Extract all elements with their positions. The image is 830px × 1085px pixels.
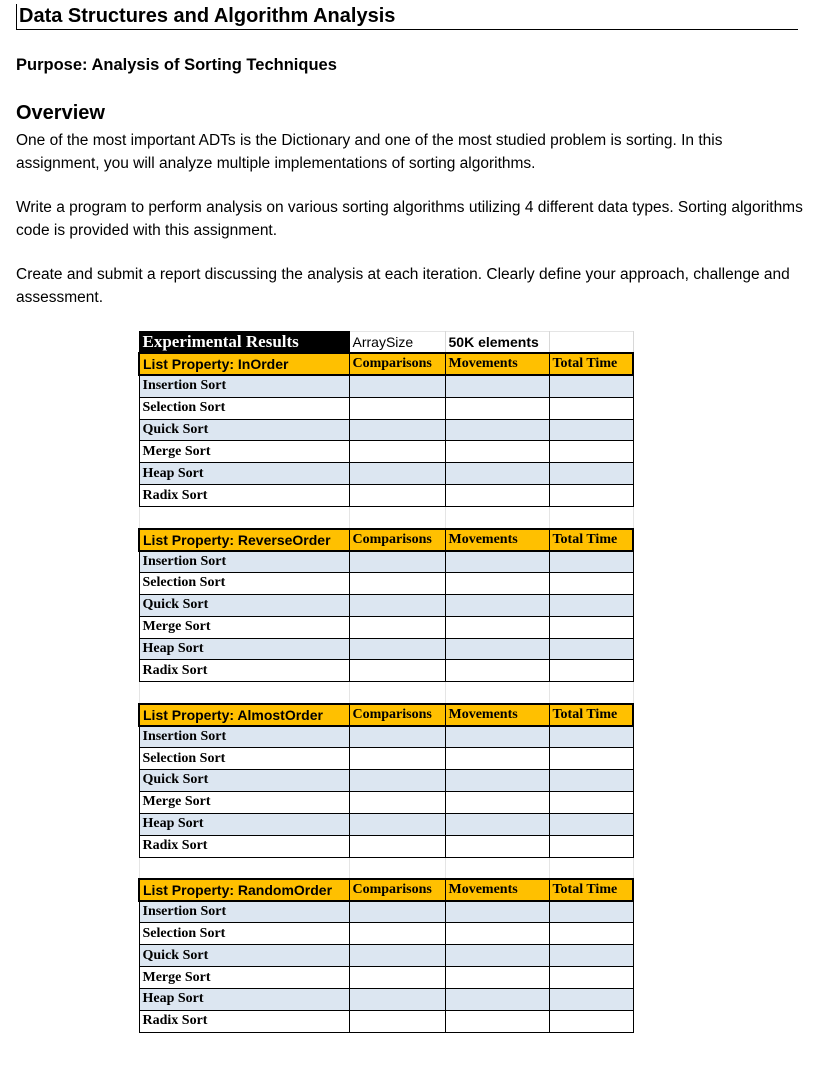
result-cell[interactable] — [549, 441, 633, 463]
result-cell[interactable] — [349, 813, 445, 835]
result-cell[interactable] — [549, 748, 633, 770]
result-cell[interactable] — [445, 463, 549, 485]
algorithm-name: Insertion Sort — [139, 375, 349, 397]
column-header-total-time: Total Time — [549, 879, 633, 901]
result-cell[interactable] — [549, 660, 633, 682]
spacer-cell — [349, 682, 445, 704]
result-cell[interactable] — [549, 463, 633, 485]
column-header-total-time: Total Time — [549, 704, 633, 726]
result-cell[interactable] — [349, 441, 445, 463]
table-row — [139, 791, 633, 813]
table-row — [139, 813, 633, 835]
algorithm-name: Merge Sort — [139, 967, 349, 989]
spacer-cell — [349, 857, 445, 879]
table-row — [139, 726, 633, 748]
column-header-comparisons: Comparisons — [349, 879, 445, 901]
result-cell[interactable] — [549, 375, 633, 397]
section-spacer — [139, 857, 633, 879]
algorithm-name: Insertion Sort — [139, 901, 349, 923]
result-cell[interactable] — [349, 923, 445, 945]
result-cell[interactable] — [349, 572, 445, 594]
result-cell[interactable] — [549, 791, 633, 813]
table-row — [139, 397, 633, 419]
result-cell[interactable] — [445, 572, 549, 594]
result-cell[interactable] — [349, 463, 445, 485]
result-cell[interactable] — [349, 616, 445, 638]
table-row — [139, 441, 633, 463]
column-header-movements: Movements — [445, 353, 549, 375]
result-cell[interactable] — [549, 616, 633, 638]
table-row — [139, 485, 633, 507]
result-cell[interactable] — [445, 660, 549, 682]
result-cell[interactable] — [445, 441, 549, 463]
table-row — [139, 1010, 633, 1032]
result-cell[interactable] — [349, 638, 445, 660]
result-cell[interactable] — [349, 967, 445, 989]
table-row — [139, 463, 633, 485]
column-header-comparisons: Comparisons — [349, 704, 445, 726]
list-property-label: List Property: ReverseOrder — [139, 529, 349, 551]
spacer-cell — [549, 507, 633, 529]
table-row — [139, 638, 633, 660]
result-cell[interactable] — [549, 835, 633, 857]
result-cell[interactable] — [445, 923, 549, 945]
table-title-row — [139, 332, 633, 354]
result-cell[interactable] — [445, 835, 549, 857]
result-cell[interactable] — [349, 660, 445, 682]
paragraph-report: Create and submit a report discussing the analysis at each iteration. Clearly define your approach, challenge and assessment. — [16, 266, 790, 306]
algorithm-name: Quick Sort — [139, 419, 349, 441]
result-cell[interactable] — [349, 485, 445, 507]
table-row — [139, 616, 633, 638]
result-cell[interactable] — [549, 770, 633, 792]
empty-cell — [549, 332, 633, 354]
table-row — [139, 923, 633, 945]
result-cell[interactable] — [445, 813, 549, 835]
result-cell[interactable] — [549, 1010, 633, 1032]
table-row — [139, 989, 633, 1011]
result-cell[interactable] — [549, 945, 633, 967]
table-row — [139, 375, 633, 397]
result-cell[interactable] — [549, 638, 633, 660]
algorithm-name: Radix Sort — [139, 660, 349, 682]
result-cell[interactable] — [445, 397, 549, 419]
result-cell[interactable] — [549, 901, 633, 923]
algorithm-name: Radix Sort — [139, 1010, 349, 1032]
table-row — [139, 901, 633, 923]
result-cell[interactable] — [349, 726, 445, 748]
result-cell[interactable] — [445, 638, 549, 660]
table-row — [139, 419, 633, 441]
list-property-label: List Property: InOrder — [139, 353, 349, 375]
result-cell[interactable] — [349, 551, 445, 573]
algorithm-name: Heap Sort — [139, 463, 349, 485]
result-cell[interactable] — [445, 419, 549, 441]
result-cell[interactable] — [349, 945, 445, 967]
column-header-movements: Movements — [445, 879, 549, 901]
array-size-label: ArraySize — [349, 332, 445, 354]
table-row — [139, 770, 633, 792]
section-header-row — [139, 353, 633, 375]
result-cell[interactable] — [349, 397, 445, 419]
table-title: Experimental Results — [139, 332, 349, 354]
spacer-cell — [139, 857, 349, 879]
algorithm-name: Insertion Sort — [139, 726, 349, 748]
list-property-label: List Property: RandomOrder — [139, 879, 349, 901]
result-cell[interactable] — [549, 397, 633, 419]
experimental-results-table — [138, 331, 634, 1033]
algorithm-name: Radix Sort — [139, 485, 349, 507]
column-header-comparisons: Comparisons — [349, 529, 445, 551]
result-cell[interactable] — [349, 748, 445, 770]
column-header-total-time: Total Time — [549, 529, 633, 551]
result-cell[interactable] — [349, 770, 445, 792]
result-cell[interactable] — [445, 770, 549, 792]
result-cell[interactable] — [549, 485, 633, 507]
result-cell[interactable] — [549, 419, 633, 441]
result-cell[interactable] — [349, 419, 445, 441]
column-header-movements: Movements — [445, 529, 549, 551]
paragraph-intro: One of the most important ADTs is the Dictionary and one of the most studied problem is sorting. In this assignment, you will analyze multiple implementations of sorting algorithms. — [16, 132, 723, 172]
table-row — [139, 835, 633, 857]
document-title: Data Structures and Algorithm Analysis — [16, 4, 798, 30]
result-cell[interactable] — [349, 835, 445, 857]
result-cell[interactable] — [349, 594, 445, 616]
result-cell[interactable] — [445, 485, 549, 507]
algorithm-name: Quick Sort — [139, 770, 349, 792]
result-cell[interactable] — [549, 594, 633, 616]
overview-heading: Overview — [16, 102, 105, 124]
column-header-total-time: Total Time — [549, 353, 633, 375]
result-cell[interactable] — [445, 616, 549, 638]
section-header-row — [139, 529, 633, 551]
result-cell[interactable] — [445, 967, 549, 989]
paragraph-program: Write a program to perform analysis on various sorting algorithms utilizing 4 different data types. Sorting algorithms code is provided with this assignment. — [16, 199, 803, 239]
result-cell[interactable] — [349, 989, 445, 1011]
result-cell[interactable] — [549, 551, 633, 573]
result-cell[interactable] — [445, 551, 549, 573]
result-cell[interactable] — [349, 1010, 445, 1032]
spacer-cell — [445, 682, 549, 704]
section-header-row — [139, 704, 633, 726]
result-cell[interactable] — [445, 989, 549, 1011]
result-cell[interactable] — [549, 726, 633, 748]
algorithm-name: Merge Sort — [139, 791, 349, 813]
table-row — [139, 594, 633, 616]
algorithm-name: Radix Sort — [139, 835, 349, 857]
column-header-movements: Movements — [445, 704, 549, 726]
spacer-cell — [139, 682, 349, 704]
section-spacer — [139, 507, 633, 529]
result-cell[interactable] — [549, 813, 633, 835]
result-cell[interactable] — [349, 375, 445, 397]
algorithm-name: Selection Sort — [139, 572, 349, 594]
spacer-cell — [139, 507, 349, 529]
algorithm-name: Quick Sort — [139, 945, 349, 967]
spacer-cell — [549, 682, 633, 704]
table-row — [139, 748, 633, 770]
algorithm-name: Insertion Sort — [139, 551, 349, 573]
spacer-cell — [549, 857, 633, 879]
result-cell[interactable] — [445, 945, 549, 967]
table-row — [139, 967, 633, 989]
algorithm-name: Selection Sort — [139, 397, 349, 419]
result-cell[interactable] — [549, 923, 633, 945]
spacer-cell — [349, 507, 445, 529]
section-spacer — [139, 682, 633, 704]
result-cell[interactable] — [445, 375, 549, 397]
algorithm-name: Merge Sort — [139, 441, 349, 463]
algorithm-name: Quick Sort — [139, 594, 349, 616]
purpose-heading: Purpose: Analysis of Sorting Techniques — [16, 56, 337, 74]
algorithm-name: Heap Sort — [139, 989, 349, 1011]
algorithm-name: Merge Sort — [139, 616, 349, 638]
result-cell[interactable] — [549, 967, 633, 989]
list-property-label: List Property: AlmostOrder — [139, 704, 349, 726]
algorithm-name: Heap Sort — [139, 638, 349, 660]
spacer-cell — [445, 857, 549, 879]
result-cell[interactable] — [445, 594, 549, 616]
section-header-row — [139, 879, 633, 901]
algorithm-name: Selection Sort — [139, 923, 349, 945]
table-row — [139, 551, 633, 573]
table-row — [139, 572, 633, 594]
result-cell[interactable] — [549, 989, 633, 1011]
array-size-value: 50K elements — [445, 332, 549, 354]
result-cell[interactable] — [549, 572, 633, 594]
result-cell[interactable] — [445, 791, 549, 813]
algorithm-name: Selection Sort — [139, 748, 349, 770]
spacer-cell — [445, 507, 549, 529]
table-row — [139, 945, 633, 967]
result-cell[interactable] — [445, 748, 549, 770]
algorithm-name: Heap Sort — [139, 813, 349, 835]
table-row — [139, 660, 633, 682]
result-cell[interactable] — [349, 791, 445, 813]
result-cell[interactable] — [445, 726, 549, 748]
result-cell[interactable] — [445, 901, 549, 923]
column-header-comparisons: Comparisons — [349, 353, 445, 375]
result-cell[interactable] — [445, 1010, 549, 1032]
result-cell[interactable] — [349, 901, 445, 923]
